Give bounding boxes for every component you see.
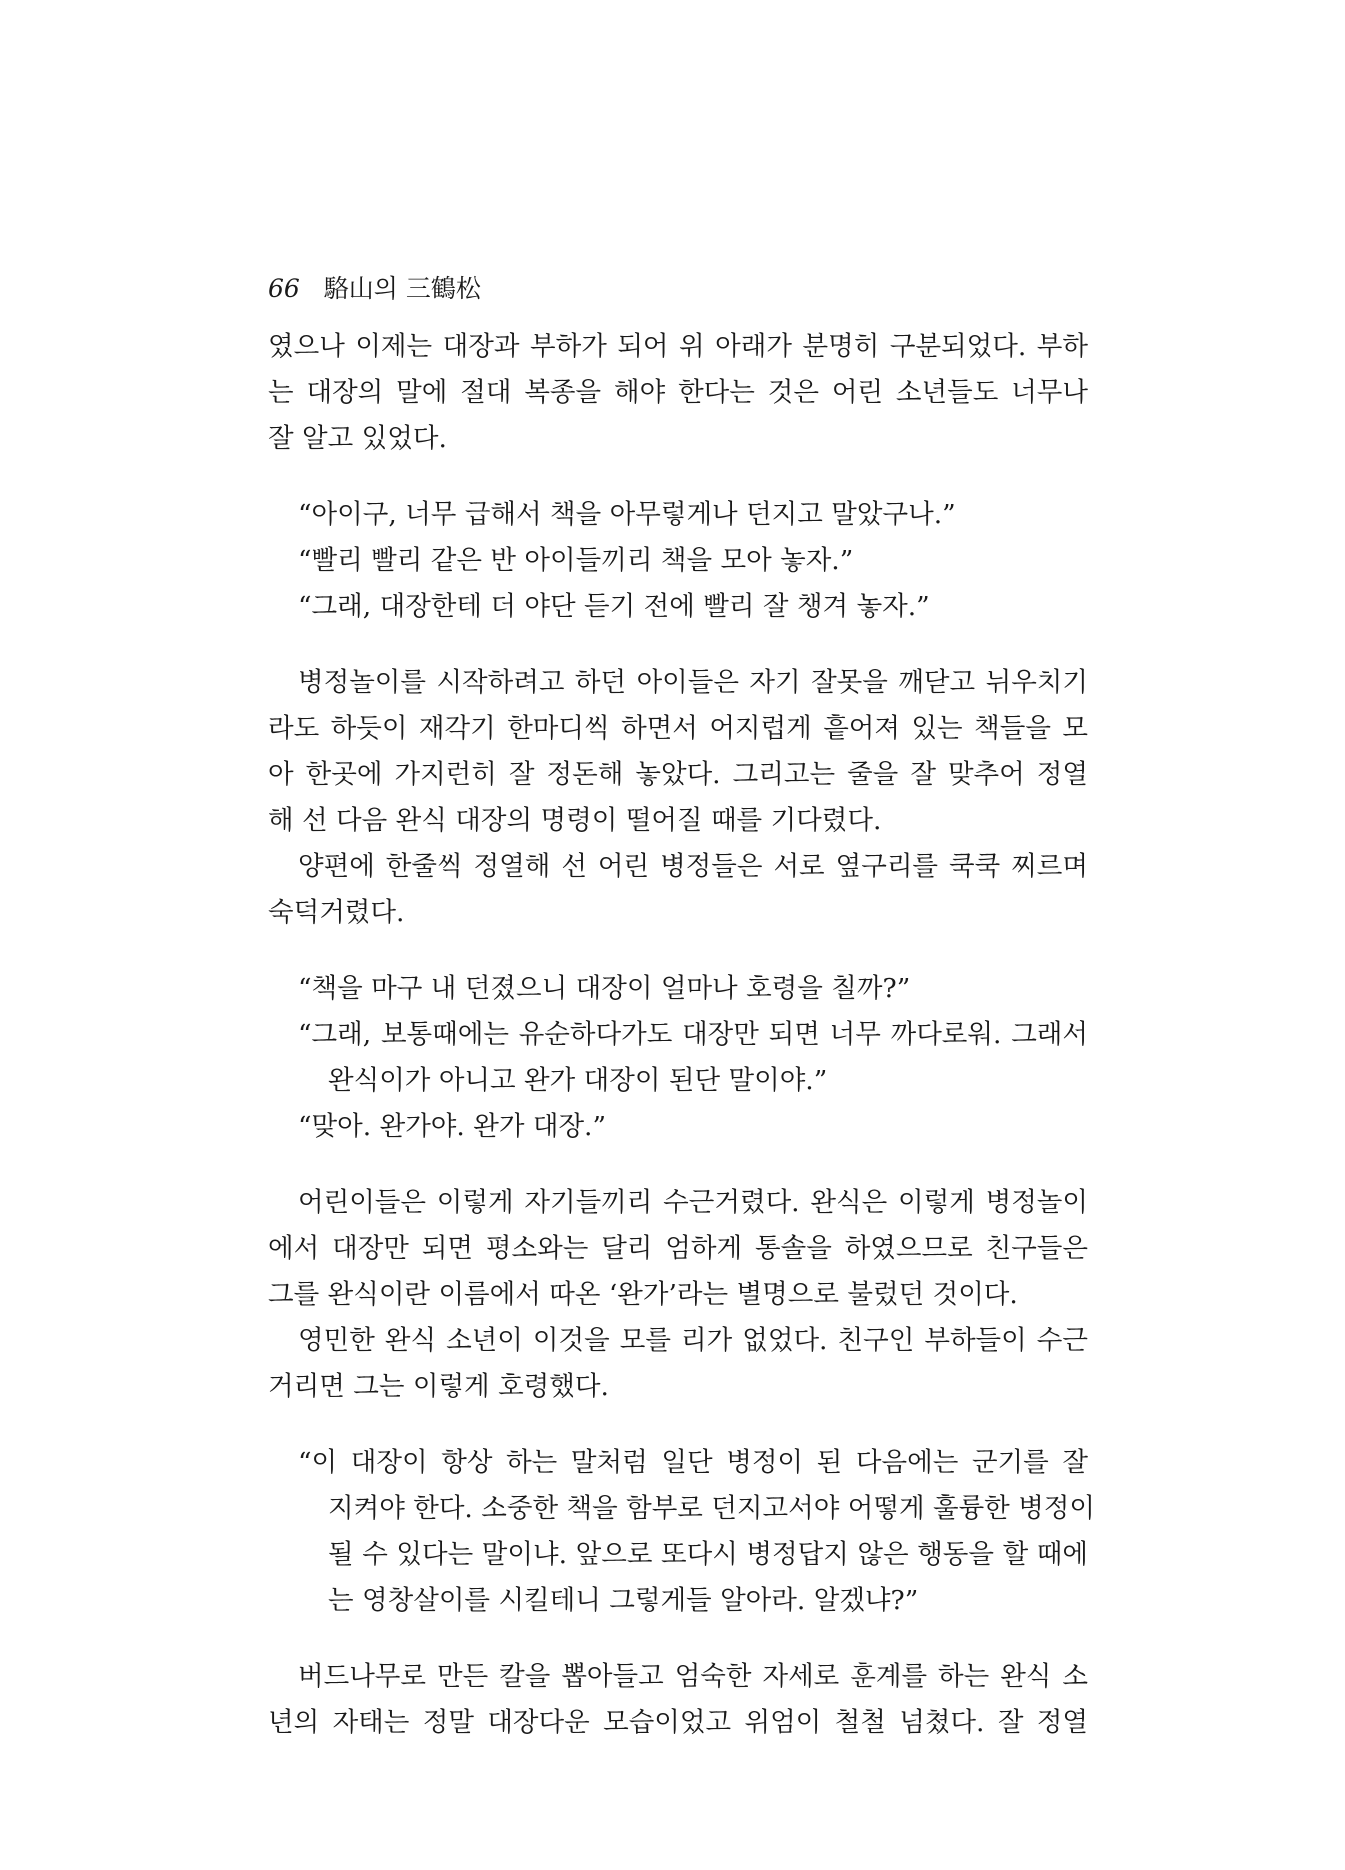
text-line: 병정놀이를 시작하려고 하던 아이들은 자기 잘못을 깨닫고 뉘우치기: [298, 667, 1088, 698]
text-line: 그를 완식이란 이름에서 따온 ‘완가’라는 별명으로 불렀던 것이다.: [268, 1279, 1018, 1310]
dialogue-block: [268, 492, 1088, 630]
dialogue-line: “빨리 빨리 같은 반 아이들끼리 책을 모아 놓자.”: [298, 545, 854, 576]
text-line: 거리면 그는 이렇게 호령했다.: [268, 1371, 609, 1402]
text-line: 숙덕거렸다.: [268, 897, 405, 928]
running-head: [268, 272, 481, 306]
dialogue-line: 지켜야 한다. 소중한 책을 함부로 던지고서야 어떻게 훌륭한 병정이: [328, 1493, 1095, 1524]
paragraph: [268, 1180, 1088, 1410]
dialogue-line: 될 수 있다는 말이냐. 앞으로 또다시 병정답지 않은 행동을 할 때에: [328, 1539, 1088, 1570]
text-line: 양편에 한줄씩 정열해 선 어린 병정들은 서로 옆구리를 쿡쿡 찌르며: [298, 851, 1088, 882]
paragraph: [268, 324, 1088, 462]
dialogue-line: “아이구, 너무 급해서 책을 아무렇게나 던지고 말았구나.”: [298, 499, 956, 530]
text-line: 잘 알고 있었다.: [268, 423, 447, 454]
body-text: [268, 324, 1095, 1746]
dialogue-line: “맞아. 완가야. 완가 대장.”: [298, 1111, 607, 1142]
dialogue-line: “그래, 대장한테 더 야단 듣기 전에 빨리 잘 챙겨 놓자.”: [298, 591, 930, 622]
text-line: 해 선 다음 완식 대장의 명령이 떨어질 때를 기다렸다.: [268, 805, 882, 836]
dialogue-block: [268, 1440, 1095, 1624]
dialogue-line: 는 영창살이를 시킬테니 그렇게들 알아라. 알겠냐?”: [328, 1585, 919, 1616]
text-line: 아 한곳에 가지런히 잘 정돈해 놓았다. 그리고는 줄을 잘 맞추어 정열: [268, 759, 1088, 790]
dialogue-block: [268, 966, 1088, 1150]
page-number: 66: [268, 274, 300, 303]
text-line: 는 대장의 말에 절대 복종을 해야 한다는 것은 어린 소년들도 너무나: [268, 377, 1088, 408]
dialogue-line: 완식이가 아니고 완가 대장이 된단 말이야.”: [328, 1065, 828, 1096]
text-line: 어린이들은 이렇게 자기들끼리 수근거렸다. 완식은 이렇게 병정놀이: [298, 1187, 1088, 1218]
text-line: 영민한 완식 소년이 이것을 모를 리가 없었다. 친구인 부하들이 수근: [298, 1325, 1088, 1356]
dialogue-line: “그래, 보통때에는 유순하다가도 대장만 되면 너무 까다로워. 그래서: [298, 1019, 1088, 1050]
text-line: 였으나 이제는 대장과 부하가 되어 위 아래가 분명히 구분되었다. 부하: [268, 331, 1088, 362]
text-line: 년의 자태는 정말 대장다운 모습이었고 위엄이 철철 넘쳤다. 잘 정열: [268, 1707, 1088, 1738]
text-line: 라도 하듯이 재각기 한마디씩 하면서 어지럽게 흩어져 있는 책들을 모: [268, 713, 1088, 744]
dialogue-line: “책을 마구 내 던졌으니 대장이 얼마나 호령을 칠까?”: [298, 973, 911, 1004]
paragraph: [268, 1654, 1088, 1746]
book-title: 駱山의 三鶴松: [323, 274, 481, 303]
dialogue-line: “이 대장이 항상 하는 말처럼 일단 병정이 된 다음에는 군기를 잘: [298, 1447, 1088, 1478]
text-line: 에서 대장만 되면 평소와는 달리 엄하게 통솔을 하였으므로 친구들은: [268, 1233, 1088, 1264]
paragraph: [268, 660, 1088, 936]
text-line: 버드나무로 만든 칼을 뽑아들고 엄숙한 자세로 훈계를 하는 완식 소: [298, 1661, 1088, 1692]
